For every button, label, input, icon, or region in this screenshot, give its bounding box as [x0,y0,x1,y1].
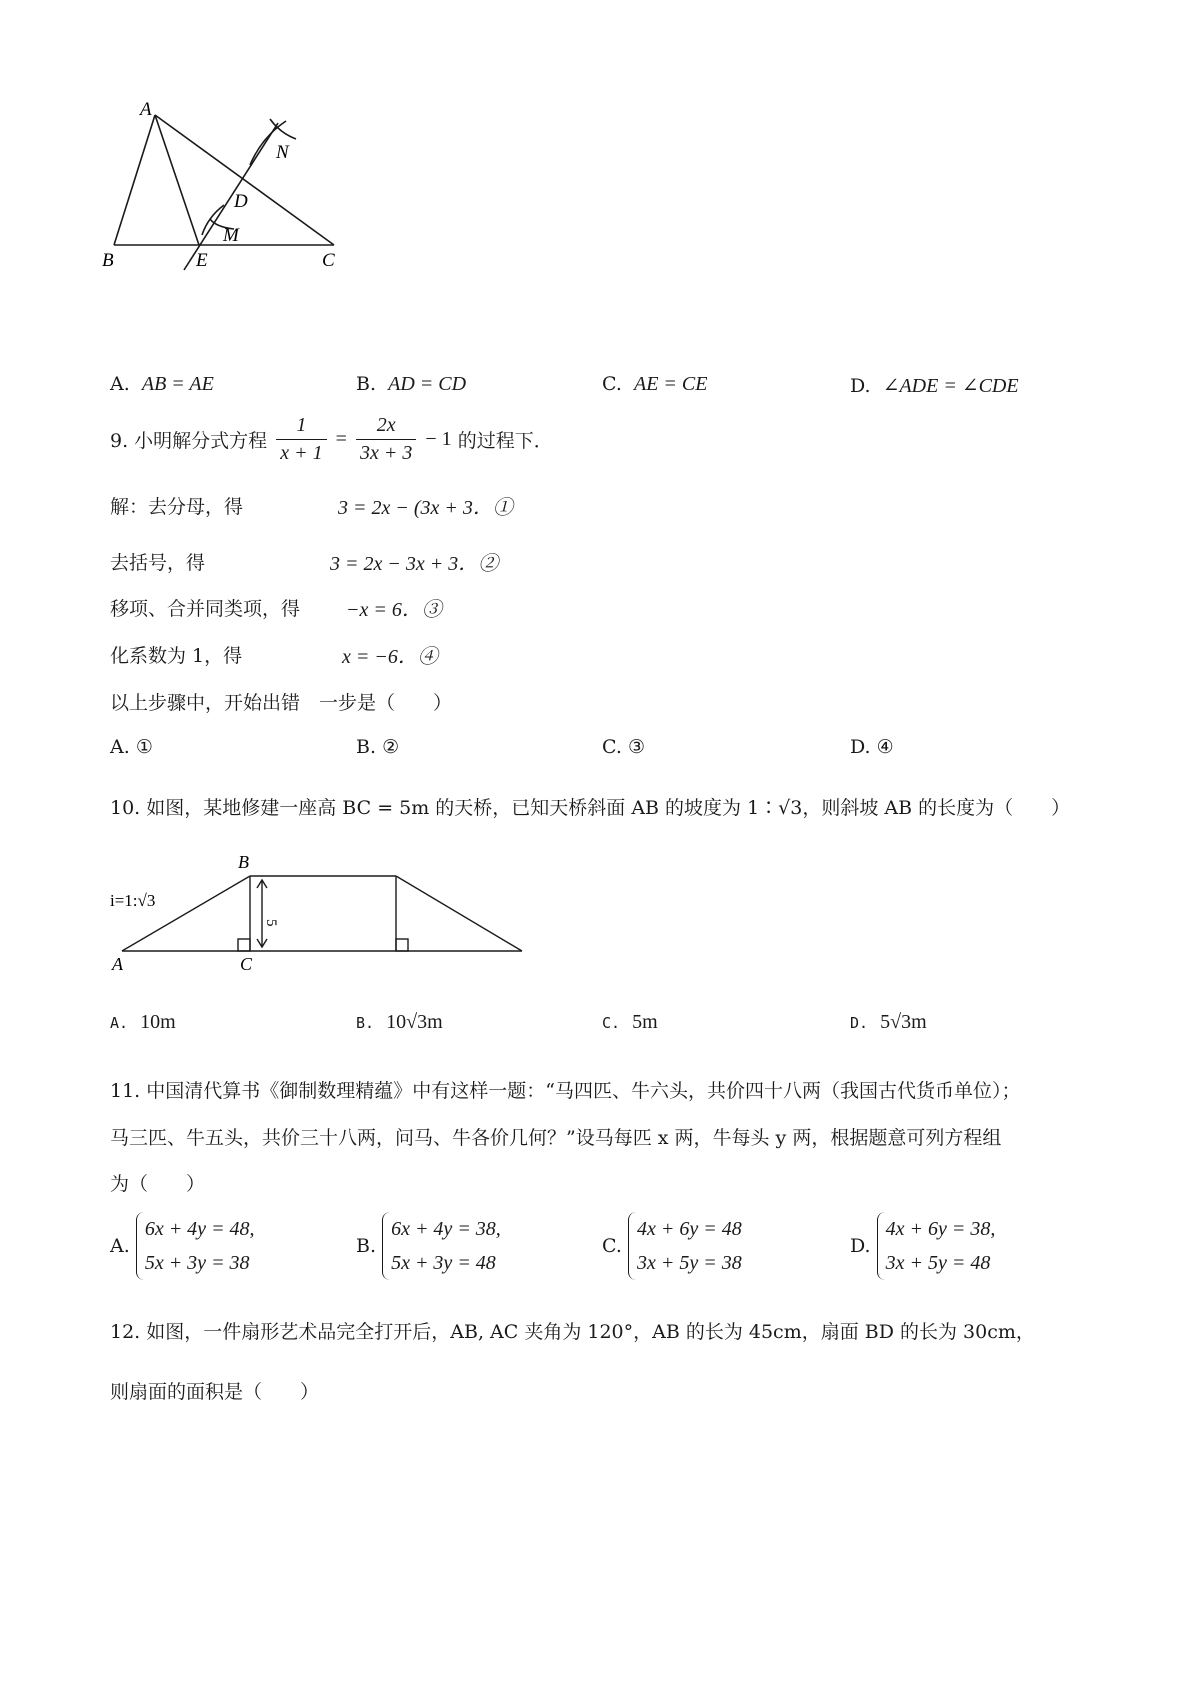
q9-step-1-expr: 3 = 2x − (3x + 3．① [338,497,513,519]
bisector-line-mn [184,123,278,270]
q9-option-b[interactable]: B. ② [356,736,400,758]
label-a: A [140,99,152,120]
equation-system: 4x + 6y = 38, 3x + 5y = 48 [877,1212,996,1280]
q11-stem-line-2: 马三匹、牛五头，共价三十八两，问马、牛各价几何？”设马每匹 x 两，牛每头 y 两，根据题意可列方程组 [110,1127,1002,1149]
triangle-construction-figure [100,95,390,300]
q9-step-3-expr: −x = 6．③ [346,599,442,621]
slope-ab [122,876,250,951]
slope-right [396,876,522,951]
q9-step-1-label: 解：去分母，得 [110,496,244,518]
q11-option-a[interactable]: A. 6x + 4y = 48, 5x + 3y = 38 [110,1212,255,1280]
q8-option-b[interactable]: B. AD = CD [356,373,467,395]
segment-ac [155,115,334,245]
label-a: A [112,954,123,973]
q8-option-c[interactable]: C. AE = CE [602,373,708,395]
segment-ae [155,115,199,245]
q9-step-4-expr: x = −6．④ [342,646,438,668]
q9-option-d[interactable]: D. ④ [850,736,894,758]
label-n: N [276,142,289,163]
q9-fraction-right: $\frac{2x}{3x + 3}$ [356,414,416,465]
bridge-figure [110,848,530,973]
q10-option-b[interactable]: B. 10√3m [356,1011,443,1033]
q11-option-d[interactable]: D. 4x + 6y = 38, 3x + 5y = 48 [850,1212,995,1280]
q9-step-4-label: 化系数为 1，得 [110,645,243,667]
q9-stem: 9. 小明解分式方程 $\frac{1}{x + 1}$ = $\frac{2x}{3x + 3}$ − 1 的过程下． [110,414,553,464]
label-e: E [196,250,208,271]
q11-stem-line-1: 11. 中国清代算书《御制数理精蕴》中有这样一题：“马四匹、牛六头，共价四十八两（我国古代货币单位）； [110,1080,1021,1102]
q9-step-2-expr: 3 = 2x − 3x + 3．② [330,553,499,575]
q10-option-c[interactable]: C. 5m [602,1011,658,1033]
q9-option-a[interactable]: A. ① [110,736,153,758]
q10-stem: 10. 如图，某地修建一座高 BC = 5m 的天桥，已知天桥斜面 AB 的坡度为 1∶√3，则斜坡 AB 的长度为（ ） [110,797,1071,819]
label-b: B [238,852,249,872]
right-angle-right [396,939,408,951]
q11-stem-line-3: 为（ ） [110,1173,206,1195]
height-label: 5 [263,919,279,927]
q10-option-a[interactable]: A. 10m [110,1011,176,1033]
segment-ab [114,115,155,245]
q12-stem-line-2: 则扇面的面积是（ ） [110,1381,320,1403]
q9-step-2-label: 去括号，得 [110,552,206,574]
q10-option-d[interactable]: D. 5√3m [850,1011,927,1033]
equation-system: 4x + 6y = 48 3x + 5y = 38 [628,1212,742,1280]
q9-fraction-left: $\frac{1}{x + 1}$ [276,414,326,465]
q11-option-c[interactable]: C. 4x + 6y = 48 3x + 5y = 38 [602,1212,742,1280]
slope-label: i=1:√3 [110,891,156,910]
q9-step-3-label: 移项、合并同类项，得 [110,598,301,620]
q11-option-b[interactable]: B. 6x + 4y = 38, 5x + 3y = 48 [356,1212,501,1280]
q8-option-d[interactable]: D. ∠ADE = ∠CDE [850,375,1019,397]
label-m: M [223,225,239,246]
equation-system: 6x + 4y = 48, 5x + 3y = 38 [136,1212,255,1280]
right-angle-c [238,939,250,951]
q9-option-c[interactable]: C. ③ [602,736,645,758]
label-d: D [234,191,248,212]
equation-system: 6x + 4y = 38, 5x + 3y = 48 [382,1212,501,1280]
label-b: B [102,250,114,271]
label-c: C [240,954,253,973]
arc-m1 [202,205,224,235]
label-c: C [322,250,335,271]
q12-stem-line-1: 12. 如图，一件扇形艺术品完全打开后，AB, AC 夹角为 120°，AB 的长为 45cm，扇面 BD 的长为 30cm， [110,1321,1035,1343]
q8-option-a[interactable]: A. AB = AE [110,373,214,395]
q9-question: 以上步骤中，开始出错 一步是（ ） [110,692,453,714]
